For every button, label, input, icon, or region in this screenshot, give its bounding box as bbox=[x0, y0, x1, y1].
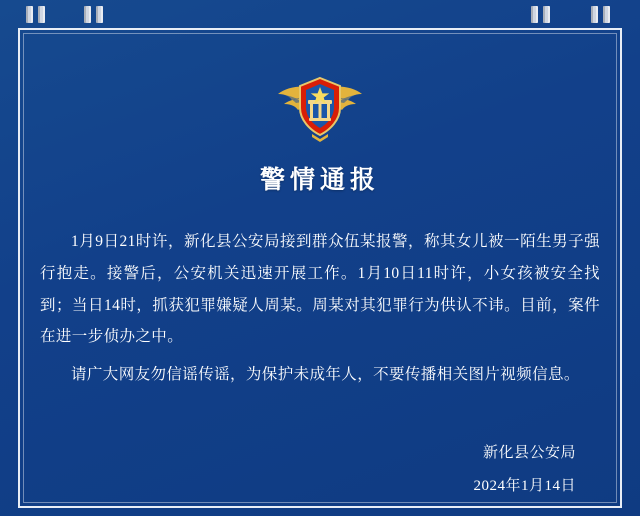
signature-block bbox=[40, 437, 600, 503]
notice-paragraph: 1月9日21时许，新化县公安局接到群众伍某报警，称其女儿被一陌生男子强行抱走。接警后，公安机关迅速开展工作。1月10日11时许，小女孩被安全找到；当日14时，抓获犯罪嫌疑人周某。周某对其犯罪行为供认不讳。目前，案件在进一步侦办之中。 bbox=[40, 233, 600, 346]
clamp-decoration bbox=[603, 6, 610, 23]
signature-organization: 新化县公安局 bbox=[482, 444, 576, 461]
page-title: 警情通报 bbox=[259, 167, 380, 194]
clamp-decoration bbox=[531, 6, 538, 23]
clamp-decoration bbox=[26, 6, 33, 23]
clamp-decoration bbox=[84, 6, 91, 23]
top-clamp-row bbox=[0, 0, 640, 30]
clamp-decoration bbox=[96, 6, 103, 23]
emblem-container bbox=[40, 70, 600, 146]
clamp-decoration bbox=[591, 6, 598, 23]
signature-date: 2024年1月14日 bbox=[473, 477, 576, 494]
notice-paragraph: 请广大网友勿信谣传谣，为保护未成年人，不要传播相关图片视频信息。 bbox=[71, 366, 580, 384]
notice-content bbox=[40, 52, 600, 496]
notice-body bbox=[40, 226, 600, 391]
clamp-decoration bbox=[38, 6, 45, 23]
police-badge-icon bbox=[272, 70, 368, 142]
bottom-white-strip bbox=[0, 516, 640, 526]
clamp-decoration bbox=[543, 6, 550, 23]
